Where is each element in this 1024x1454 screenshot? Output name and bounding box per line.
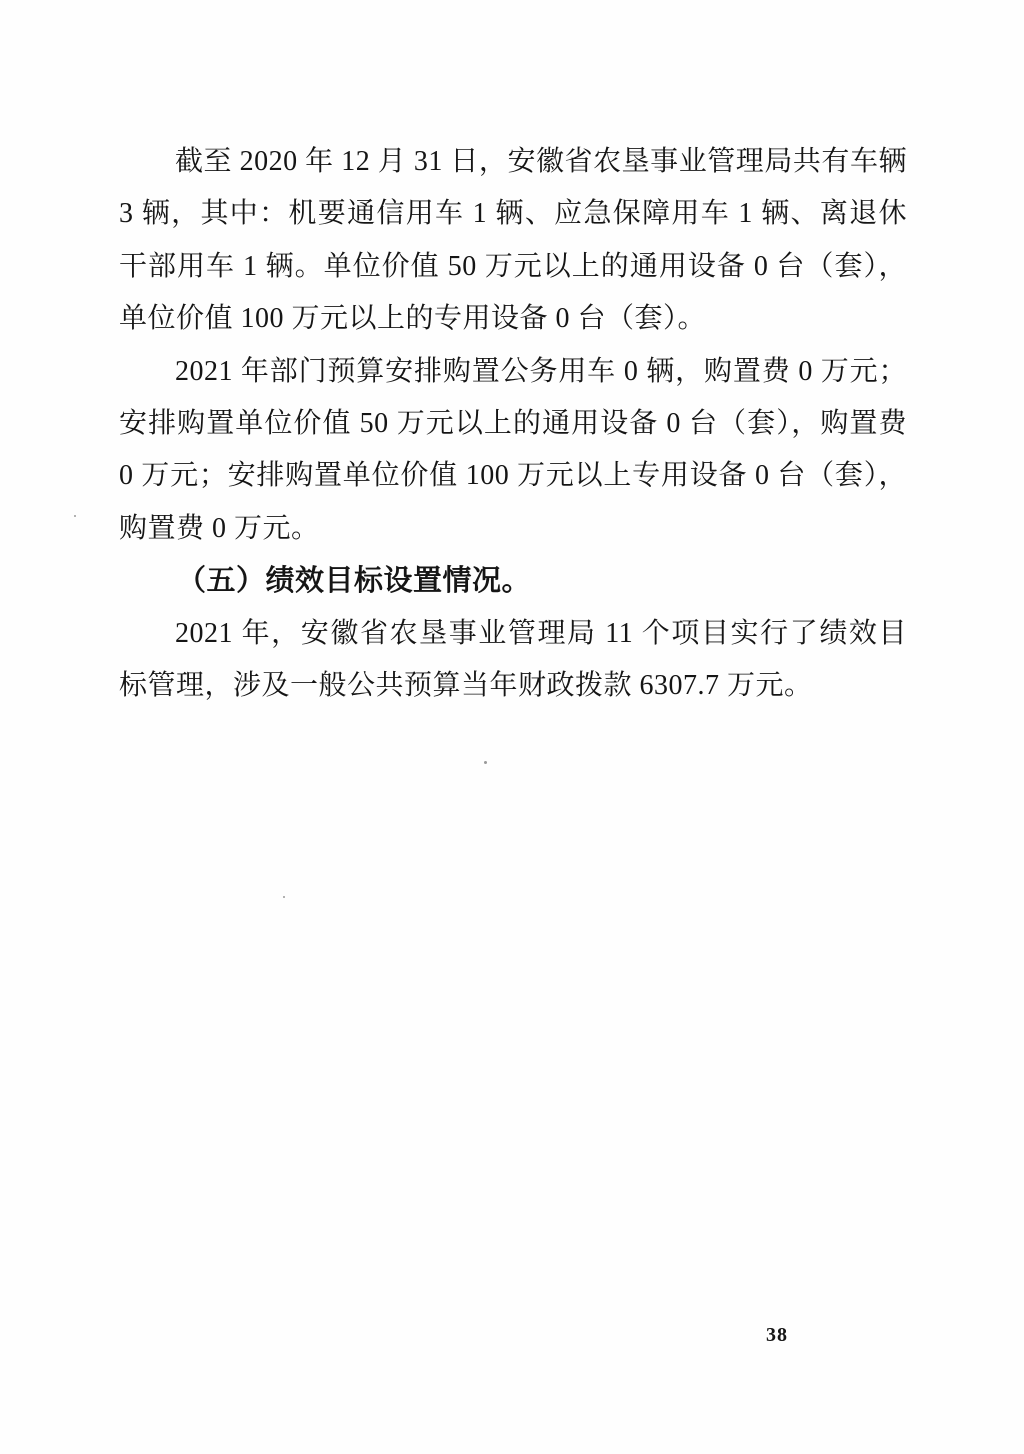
paragraph-vehicles-equipment: 截至 2020 年 12 月 31 日，安徽省农垦事业管理局共有车辆 3 辆，其中：机要通信用车 1 辆、应急保障用车 1 辆、离退休干部用车 1 辆。单位价值 50 万元以上的通用设备 0 台（套），单位价值 100 万元以上的专用设备 0 台（套）。 [119,146,907,335]
section-heading-performance-targets: （五）绩效目标设置情况。 [177,565,532,598]
text-block [119,136,907,712]
scan-speck [74,515,76,517]
paragraph-performance-target-management: 2021 年，安徽省农垦事业管理局 11 个项目实行了绩效目标管理，涉及一般公共预算当年财政拨款 6307.7 万元。 [119,617,907,702]
scan-speck [283,896,285,898]
scan-speck [484,761,487,764]
page-number: 38 [766,1324,788,1346]
paragraph-2021-procurement: 2021 年部门预算安排购置公务用车 0 辆，购置费 0 万元；安排购置单位价值 50 万元以上的通用设备 0 台（套），购置费 0 万元；安排购置单位价值 100 万元以上专用设备 0 台（套），购置费 0 万元。 [119,355,907,544]
